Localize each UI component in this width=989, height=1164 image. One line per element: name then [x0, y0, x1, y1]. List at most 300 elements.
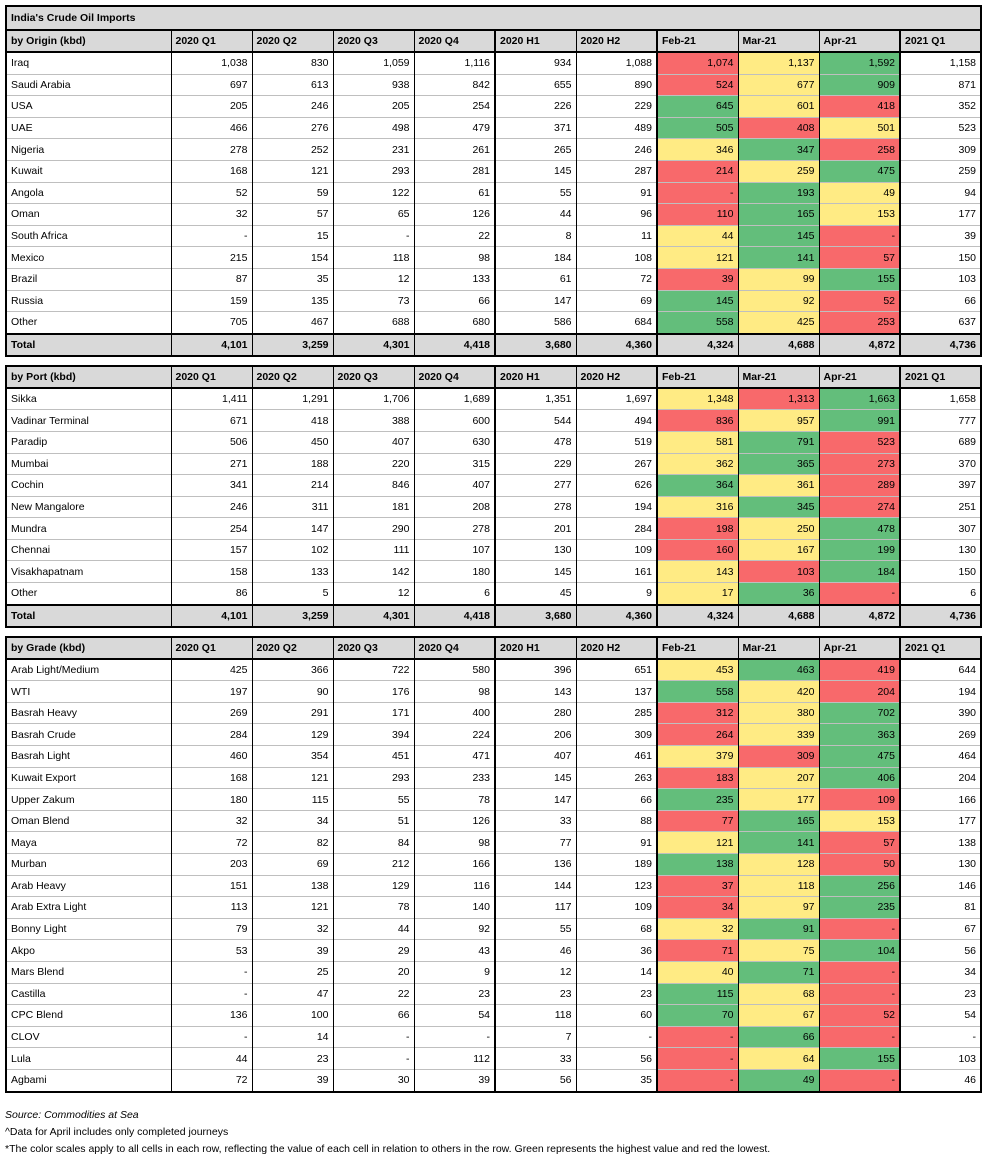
table-cell: 103: [900, 268, 981, 290]
table-cell: 345: [738, 496, 819, 518]
row-label: Chennai: [6, 539, 171, 561]
table-cell: 151: [171, 875, 252, 897]
column-header: 2020 Q4: [414, 30, 495, 52]
table-cell: 388: [333, 410, 414, 432]
table-cell: 231: [333, 139, 414, 161]
table-cell: -: [414, 1026, 495, 1048]
row-label: Angola: [6, 182, 171, 204]
table-cell: 98: [414, 832, 495, 854]
table-cell: 418: [819, 96, 900, 118]
table-row: [6, 52, 981, 74]
table-cell: 82: [252, 832, 333, 854]
source-note: Source: Commodities at Sea: [5, 1109, 139, 1121]
table-cell: 450: [252, 431, 333, 453]
table-cell: 246: [576, 139, 657, 161]
table-cell: 68: [576, 918, 657, 940]
table-cell: 52: [819, 290, 900, 312]
table-cell: 46: [495, 940, 576, 962]
section-label: by Grade (kbd): [6, 637, 171, 659]
column-header: 2020 H1: [495, 637, 576, 659]
table-cell: 54: [414, 1005, 495, 1027]
total-cell: 3,259: [252, 334, 333, 356]
table-cell: -: [333, 1026, 414, 1048]
table-cell: 451: [333, 746, 414, 768]
column-header: Apr-21: [819, 366, 900, 388]
table-cell: 214: [252, 475, 333, 497]
table-cell: 722: [333, 659, 414, 681]
table-cell: 6: [414, 583, 495, 605]
table-cell: 205: [333, 96, 414, 118]
table-cell: -: [171, 961, 252, 983]
table-row: [6, 583, 981, 605]
table-cell: 138: [252, 875, 333, 897]
table-cell: 265: [495, 139, 576, 161]
table-cell: 479: [414, 117, 495, 139]
table-cell: 254: [414, 96, 495, 118]
table-cell: 396: [495, 659, 576, 681]
row-label: Akpo: [6, 940, 171, 962]
table-row: [6, 1005, 981, 1027]
table-cell: 130: [900, 539, 981, 561]
table-cell: 264: [657, 724, 738, 746]
table-cell: 406: [819, 767, 900, 789]
table-cell: 128: [738, 854, 819, 876]
table-cell: 39: [900, 225, 981, 247]
table-cell: 600: [414, 410, 495, 432]
table-row: [6, 659, 981, 681]
section-header: [6, 637, 981, 659]
table-cell: 71: [657, 940, 738, 962]
table-cell: 147: [495, 789, 576, 811]
row-label: Visakhapatnam: [6, 561, 171, 583]
table-cell: 177: [900, 810, 981, 832]
table-cell: 7: [495, 1026, 576, 1048]
table-cell: 263: [576, 767, 657, 789]
table-cell: 461: [576, 746, 657, 768]
table-cell: 278: [171, 139, 252, 161]
table-cell: 871: [900, 74, 981, 96]
column-header: Feb-21: [657, 366, 738, 388]
table-cell: 90: [252, 681, 333, 703]
row-label: Upper Zakum: [6, 789, 171, 811]
table-cell: 846: [333, 475, 414, 497]
table-cell: 23: [576, 983, 657, 1005]
table-cell: 14: [252, 1026, 333, 1048]
table-cell: 830: [252, 52, 333, 74]
table-cell: 155: [819, 1048, 900, 1070]
table-cell: 159: [171, 290, 252, 312]
table-cell: 37: [657, 875, 738, 897]
table-row: [6, 561, 981, 583]
table-cell: 140: [414, 897, 495, 919]
table-cell: 1,137: [738, 52, 819, 74]
row-label: CLOV: [6, 1026, 171, 1048]
table-cell: 39: [414, 1069, 495, 1091]
table-cell: 277: [495, 475, 576, 497]
table-cell: 126: [414, 204, 495, 226]
table-cell: 418: [252, 410, 333, 432]
table-cell: 246: [252, 96, 333, 118]
table-cell: 100: [252, 1005, 333, 1027]
table-cell: 71: [738, 961, 819, 983]
table-cell: 934: [495, 52, 576, 74]
table-cell: 312: [657, 702, 738, 724]
table-cell: 671: [171, 410, 252, 432]
table-row: [6, 388, 981, 410]
table-title: India's Crude Oil Imports: [6, 6, 981, 30]
table-cell: 44: [171, 1048, 252, 1070]
table-cell: 44: [333, 918, 414, 940]
column-header: Feb-21: [657, 30, 738, 52]
table-row: [6, 96, 981, 118]
table-cell: 108: [576, 247, 657, 269]
table-cell: 204: [819, 681, 900, 703]
total-cell: 4,324: [657, 334, 738, 356]
table-cell: 181: [333, 496, 414, 518]
table-cell: 50: [819, 854, 900, 876]
table-cell: 36: [738, 583, 819, 605]
table-cell: -: [819, 1069, 900, 1091]
table-cell: 145: [495, 160, 576, 182]
table-cell: 1,088: [576, 52, 657, 74]
table-cell: 40: [657, 961, 738, 983]
column-header: Apr-21: [819, 30, 900, 52]
table-cell: 91: [576, 832, 657, 854]
table-cell: 57: [252, 204, 333, 226]
table-cell: 167: [738, 539, 819, 561]
table-cell: 147: [252, 518, 333, 540]
total-cell: 4,418: [414, 605, 495, 627]
table-cell: 67: [900, 918, 981, 940]
table-cell: 287: [576, 160, 657, 182]
table-cell: 184: [819, 561, 900, 583]
total-cell: 3,680: [495, 334, 576, 356]
column-header: 2020 H2: [576, 637, 657, 659]
row-label: Maya: [6, 832, 171, 854]
table-cell: 145: [495, 767, 576, 789]
table-cell: 655: [495, 74, 576, 96]
table-cell: 220: [333, 453, 414, 475]
table-cell: 66: [900, 290, 981, 312]
total-cell: 4,324: [657, 605, 738, 627]
table-cell: 284: [576, 518, 657, 540]
table-cell: 34: [657, 897, 738, 919]
table-cell: 506: [171, 431, 252, 453]
table-cell: 1,411: [171, 388, 252, 410]
total-cell: 4,872: [819, 334, 900, 356]
row-label: Mars Blend: [6, 961, 171, 983]
table-cell: 35: [252, 268, 333, 290]
table-cell: 121: [252, 897, 333, 919]
table-row: [6, 983, 981, 1005]
table-cell: 54: [900, 1005, 981, 1027]
table-cell: 8: [495, 225, 576, 247]
table-cell: 276: [252, 117, 333, 139]
table-cell: -: [900, 1026, 981, 1048]
table-cell: 1,697: [576, 388, 657, 410]
column-header: 2020 Q1: [171, 30, 252, 52]
row-label: Mundra: [6, 518, 171, 540]
column-header: Apr-21: [819, 637, 900, 659]
table-row: [6, 431, 981, 453]
column-header: 2020 Q4: [414, 366, 495, 388]
table-cell: 69: [252, 854, 333, 876]
table-cell: 278: [495, 496, 576, 518]
table-cell: -: [171, 225, 252, 247]
table-cell: 180: [171, 789, 252, 811]
table-cell: 250: [738, 518, 819, 540]
table-cell: 60: [576, 1005, 657, 1027]
table-cell: 991: [819, 410, 900, 432]
table-cell: 17: [657, 583, 738, 605]
row-label: Mexico: [6, 247, 171, 269]
table-cell: 155: [819, 268, 900, 290]
table-cell: -: [819, 225, 900, 247]
column-header: 2020 Q3: [333, 366, 414, 388]
table-row: [6, 182, 981, 204]
table-cell: 33: [495, 810, 576, 832]
table-cell: 316: [657, 496, 738, 518]
table-cell: 23: [414, 983, 495, 1005]
table-cell: 49: [819, 182, 900, 204]
table-cell: 168: [171, 767, 252, 789]
table-cell: 347: [738, 139, 819, 161]
table-cell: 129: [252, 724, 333, 746]
table-cell: 478: [819, 518, 900, 540]
table-cell: 229: [495, 453, 576, 475]
table-cell: 141: [738, 247, 819, 269]
table-cell: 630: [414, 431, 495, 453]
table-cell: 274: [819, 496, 900, 518]
table-cell: 43: [414, 940, 495, 962]
table-cell: 150: [900, 561, 981, 583]
table-cell: 293: [333, 767, 414, 789]
table-cell: 651: [576, 659, 657, 681]
column-header: 2021 Q1: [900, 30, 981, 52]
table-row: [6, 139, 981, 161]
table-cell: 380: [738, 702, 819, 724]
table-cell: 407: [495, 746, 576, 768]
table-cell: -: [171, 1026, 252, 1048]
table-cell: 99: [738, 268, 819, 290]
table-cell: 523: [900, 117, 981, 139]
row-label: Iraq: [6, 52, 171, 74]
row-label: Russia: [6, 290, 171, 312]
table-cell: 251: [900, 496, 981, 518]
table-cell: 45: [495, 583, 576, 605]
table-cell: 51: [333, 810, 414, 832]
table-cell: 253: [819, 312, 900, 334]
table-cell: 285: [576, 702, 657, 724]
table-cell: 9: [414, 961, 495, 983]
table-cell: 102: [252, 539, 333, 561]
table-cell: 1,038: [171, 52, 252, 74]
table-cell: 524: [657, 74, 738, 96]
table-cell: 72: [576, 268, 657, 290]
table-cell: 67: [738, 1005, 819, 1027]
table-cell: 121: [252, 767, 333, 789]
table-cell: 77: [657, 810, 738, 832]
table-cell: 35: [576, 1069, 657, 1091]
table-cell: 309: [576, 724, 657, 746]
table-cell: 198: [657, 518, 738, 540]
table-cell: 79: [171, 918, 252, 940]
table-cell: 122: [333, 182, 414, 204]
table-cell: 677: [738, 74, 819, 96]
table-cell: 180: [414, 561, 495, 583]
section-header: [6, 30, 981, 52]
table-cell: 259: [900, 160, 981, 182]
table-cell: 92: [414, 918, 495, 940]
column-header: 2020 Q1: [171, 637, 252, 659]
table-cell: 29: [333, 940, 414, 962]
table-cell: 136: [171, 1005, 252, 1027]
table-cell: 64: [738, 1048, 819, 1070]
table-cell: 130: [495, 539, 576, 561]
table-cell: 33: [495, 1048, 576, 1070]
table-cell: 66: [738, 1026, 819, 1048]
section-label: by Origin (kbd): [6, 30, 171, 52]
table-cell: 87: [171, 268, 252, 290]
table-cell: 214: [657, 160, 738, 182]
table-row: [6, 918, 981, 940]
table-row: [6, 832, 981, 854]
table-cell: 22: [414, 225, 495, 247]
total-cell: 4,688: [738, 334, 819, 356]
table-cell: 361: [738, 475, 819, 497]
table-cell: 25: [252, 961, 333, 983]
table-cell: 46: [900, 1069, 981, 1091]
row-label: Murban: [6, 854, 171, 876]
table-cell: 91: [738, 918, 819, 940]
table-cell: 121: [252, 160, 333, 182]
footnotes: [5, 1107, 770, 1158]
table-cell: 909: [819, 74, 900, 96]
table-cell: 269: [900, 724, 981, 746]
table-cell: 1,158: [900, 52, 981, 74]
total-cell: 4,360: [576, 334, 657, 356]
table-cell: 1,116: [414, 52, 495, 74]
table-cell: 586: [495, 312, 576, 334]
table-cell: 107: [414, 539, 495, 561]
table-cell: 97: [738, 897, 819, 919]
table-cell: 284: [171, 724, 252, 746]
table-cell: 171: [333, 702, 414, 724]
table-cell: 23: [252, 1048, 333, 1070]
table-cell: 157: [171, 539, 252, 561]
table-cell: 23: [495, 983, 576, 1005]
table-cell: 133: [414, 268, 495, 290]
table-cell: 938: [333, 74, 414, 96]
table-cell: 558: [657, 312, 738, 334]
table-row: [6, 1048, 981, 1070]
table-row: [6, 897, 981, 919]
table-cell: 689: [900, 431, 981, 453]
table-cell: 684: [576, 312, 657, 334]
table-row: [6, 767, 981, 789]
table-cell: 637: [900, 312, 981, 334]
table-cell: 1,706: [333, 388, 414, 410]
table-cell: 1,348: [657, 388, 738, 410]
table-cell: 130: [900, 854, 981, 876]
table-cell: 365: [738, 453, 819, 475]
table-cell: 193: [738, 182, 819, 204]
table-cell: 129: [333, 875, 414, 897]
april-note: ^Data for April includes only completed journeys: [5, 1126, 229, 1138]
table-cell: 183: [657, 767, 738, 789]
table-cell: 154: [252, 247, 333, 269]
table-cell: -: [819, 583, 900, 605]
table-cell: 104: [819, 940, 900, 962]
table-cell: 57: [819, 247, 900, 269]
table-cell: 177: [900, 204, 981, 226]
table-cell: 194: [900, 681, 981, 703]
table-cell: 145: [738, 225, 819, 247]
table-cell: 281: [414, 160, 495, 182]
table-cell: 201: [495, 518, 576, 540]
table-cell: 133: [252, 561, 333, 583]
table-cell: 339: [738, 724, 819, 746]
row-label: Oman: [6, 204, 171, 226]
table-cell: 523: [819, 431, 900, 453]
table-cell: 519: [576, 431, 657, 453]
table-cell: 94: [900, 182, 981, 204]
table-cell: -: [576, 1026, 657, 1048]
table-cell: -: [819, 1026, 900, 1048]
table-cell: 204: [900, 767, 981, 789]
table-cell: 307: [900, 518, 981, 540]
table-cell: 702: [819, 702, 900, 724]
table-cell: 166: [900, 789, 981, 811]
table-cell: 145: [657, 290, 738, 312]
row-label: CPC Blend: [6, 1005, 171, 1027]
table-cell: 34: [900, 961, 981, 983]
row-label: USA: [6, 96, 171, 118]
table-cell: 49: [738, 1069, 819, 1091]
table-cell: 256: [819, 875, 900, 897]
table-cell: 407: [333, 431, 414, 453]
table-cell: 61: [414, 182, 495, 204]
table-cell: 98: [414, 247, 495, 269]
table-cell: -: [657, 1069, 738, 1091]
table-cell: 66: [333, 1005, 414, 1027]
table-cell: 168: [171, 160, 252, 182]
table-cell: 98: [414, 681, 495, 703]
table-cell: 626: [576, 475, 657, 497]
table-row: [6, 117, 981, 139]
table-cell: 199: [819, 539, 900, 561]
row-label: Cochin: [6, 475, 171, 497]
table-row: [6, 940, 981, 962]
column-header: Feb-21: [657, 637, 738, 659]
table-cell: 57: [819, 832, 900, 854]
table-cell: 309: [900, 139, 981, 161]
table-cell: 6: [900, 583, 981, 605]
table-cell: 494: [576, 410, 657, 432]
table-cell: 59: [252, 182, 333, 204]
table-cell: 12: [333, 268, 414, 290]
column-header: 2020 Q2: [252, 366, 333, 388]
table-cell: 370: [900, 453, 981, 475]
table-cell: 53: [171, 940, 252, 962]
table-cell: 271: [171, 453, 252, 475]
table-cell: 72: [171, 1069, 252, 1091]
table-cell: -: [171, 983, 252, 1005]
table-cell: 143: [657, 561, 738, 583]
table-cell: 121: [657, 247, 738, 269]
column-header: 2020 Q1: [171, 366, 252, 388]
table-cell: 261: [414, 139, 495, 161]
